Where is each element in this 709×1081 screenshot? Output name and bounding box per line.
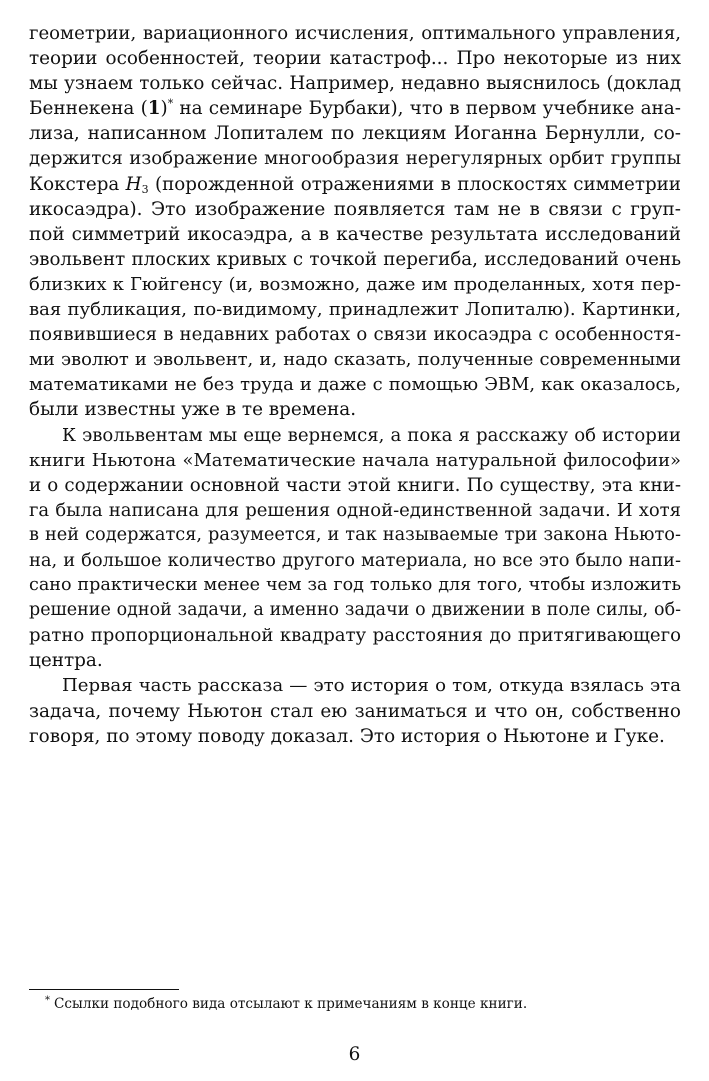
paragraph-2 — [29, 423, 681, 674]
ref-line-after: на семинаре Бурбаки), что в первом учебнике ана- — [173, 98, 681, 120]
text-line: лиза, написанном Лопиталем по лекциям Иоганна Бернулли, со- — [29, 123, 681, 145]
ref-line-before: Беннекена ( — [29, 98, 148, 120]
text-line: и о содержании основной части этой книги. По существу, эта кни- — [29, 474, 681, 496]
reference-number: 1 — [147, 98, 161, 120]
h3-line-before: Кокстера — [29, 173, 126, 195]
text-line: ратно пропорциональной квадрату расстояния до притягивающего — [29, 625, 681, 647]
text-line: Первая часть рассказа — это история о том, откуда взялась эта — [62, 675, 681, 697]
text-line: вая публикация, по-видимому, принадлежит Лопиталю). Картинки, — [29, 299, 681, 321]
text-line: эвольвент плоских кривых с точкой перегиба, исследований очень — [29, 248, 681, 270]
text-line: центра. — [29, 650, 103, 672]
text-line: держится изображение многообразия нерегулярных орбит группы — [29, 148, 681, 170]
text-line: К эвольвентам мы еще вернемся, а пока я расскажу об истории — [62, 424, 681, 446]
text-line: книги Ньютона «Математические начала натуральной философии» — [29, 449, 681, 471]
text-line: задача, почему Ньютон стал ею заниматься и что он, собственно — [29, 700, 681, 722]
footnote-divider — [29, 989, 179, 990]
math-variable: H — [125, 173, 142, 195]
text-line: на, и большое количество другого материала, но все это было напи- — [29, 549, 681, 571]
paragraph-1 — [29, 21, 681, 423]
text-line-with-formula — [29, 172, 681, 197]
math-subscript: 3 — [141, 182, 149, 196]
footnote — [45, 995, 675, 1015]
text-line: сано практически менее чем за год только для того, чтобы изложить — [29, 575, 681, 596]
text-line: близких к Гюйгенсу (и, возможно, даже им проделанных, хотя пер- — [29, 273, 681, 295]
footnote-mark: * — [45, 995, 50, 1006]
paragraph-3 — [29, 673, 681, 748]
ref-line-close: ) — [160, 98, 168, 120]
text-line: теории особенностей, теории катастроф... Про некоторые из них — [29, 48, 681, 70]
footnote-reference-mark: * — [167, 97, 174, 111]
text-line: ми эволют и эвольвент, и, надо сказать, полученные современными — [29, 349, 681, 371]
text-line: геометрии, вариационного исчисления, оптимального управления, — [29, 23, 681, 44]
text-line: га была написана для решения одной-единственной задачи. И хотя — [29, 499, 681, 521]
text-line: математиками не без труда и даже с помощью ЭВМ, как оказалось, — [29, 374, 681, 396]
text-line: мы узнаем только сейчас. Например, недавно выяснилось (доклад — [29, 73, 681, 95]
main-text — [29, 21, 681, 749]
text-line: говоря, по этому поводу доказал. Это история о Ньютоне и Гуке. — [29, 725, 665, 747]
text-line: были известны уже в те времена. — [29, 399, 357, 421]
text-line: в ней содержатся, разумеется, и так называемые три закона Ньюто- — [29, 524, 681, 545]
text-line: пой симметрий икосаэдра, а в качестве результата исследований — [29, 223, 681, 245]
text-line: решение одной задачи, а именно задачи о движении в поле силы, об- — [29, 600, 681, 621]
text-line: появившиеся в недавних работах о связи икосаэдра с особенностя- — [29, 324, 681, 346]
text-line: икосаэдра). Это изображение появляется там не в связи с груп- — [29, 198, 681, 220]
footnote-text: Ссылки подобного вида отсылают к примечаниям в конце книги. — [54, 996, 528, 1012]
h3-line-after: (порожденной отражениями в плоскостях симметрии — [148, 173, 681, 195]
text-line-with-reference — [29, 96, 681, 121]
page-number: 6 — [348, 1044, 361, 1065]
